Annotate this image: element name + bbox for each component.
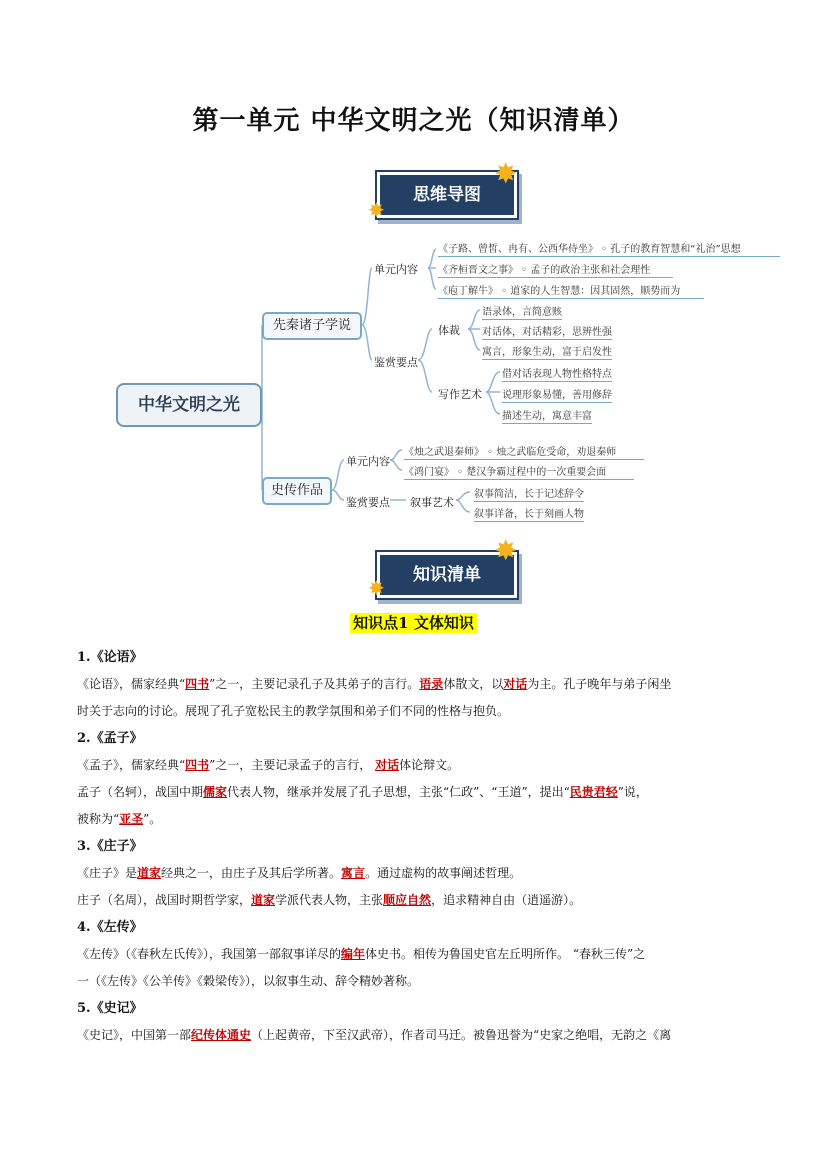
- b1-style-item-3: 寓言，形象生动，富于启发性: [482, 343, 612, 360]
- text-run: 为主。孔子晚年与弟子闲坐: [527, 677, 672, 691]
- text-run: 。通过虚构的故事阐述哲理。: [365, 866, 522, 880]
- page-title: 第一单元 中华文明之光（知识清单）: [192, 106, 635, 136]
- text-run: 体史书。相传为鲁国史官左丘明所作。 “春秋三传”之: [365, 947, 646, 961]
- key-term: 民贵君轻: [569, 785, 618, 799]
- text-run: 《史记》，中国第一部: [77, 1028, 192, 1042]
- section-paragraph: [77, 1022, 817, 1049]
- text-run: ”。: [143, 812, 162, 826]
- b1-unit-item-1: 《子路、曾皙、冉有、公西华侍坐》 ◦ 孔子的教育智慧和“礼治”思想: [438, 240, 780, 257]
- section-paragraph: [77, 806, 817, 833]
- b1-unit-item-3: 《庖丁解牛》 ◦ 道家的人生智慧：因其固然，顺势而为: [438, 282, 704, 299]
- star-icon: ✸: [494, 157, 518, 190]
- key-term: 编年: [341, 947, 366, 961]
- b2-unit-item-1: 《烛之武退秦师》 ◦ 烛之武临危受命，劝退秦师: [404, 443, 644, 460]
- mindmap-root: 中华文明之光: [116, 383, 262, 427]
- section-heading: 4.《左传》: [77, 920, 143, 935]
- key-term: 道家: [251, 893, 276, 907]
- b1-art-item-1: 借对话表现人物性格特点: [502, 365, 612, 382]
- section-paragraph: [77, 860, 817, 887]
- key-term: 对话: [375, 758, 400, 772]
- text-run: 《孟子》，儒家经典“: [77, 758, 186, 772]
- key-term: 四书: [185, 758, 210, 772]
- section-paragraph: [77, 671, 817, 698]
- key-term: 道家: [137, 866, 162, 880]
- b1-art-label: 写作艺术: [438, 388, 482, 401]
- key-term: 纪传体通史: [191, 1028, 252, 1042]
- text-run: 体散文，以: [443, 677, 504, 691]
- star-icon: ✸: [494, 534, 518, 567]
- mindmap-badge: 思维导图: [377, 172, 517, 218]
- text-run: 经典之一，由庄子及其后学所著。: [161, 866, 342, 880]
- b2-art-item-1: 叙事简洁，长于记述辞令: [474, 485, 584, 502]
- key-term: 寓言: [341, 866, 366, 880]
- branch-history: 史传作品: [262, 477, 332, 505]
- text-run: ”之一，主要记录孔子及其弟子的言行。: [209, 677, 420, 691]
- b1-style-item-2: 对话体，对话精彩，思辨性强: [482, 323, 612, 340]
- section-paragraph: [77, 887, 817, 914]
- key-term: 语录: [419, 677, 444, 691]
- star-icon: ✸: [368, 198, 385, 222]
- key-term: 对话: [503, 677, 528, 691]
- text-run: （上起黄帝，下至汉武帝），作者司马迁。被鲁迅誉为“史家之绝唱，无韵之《离: [251, 1028, 672, 1042]
- checklist-badge: 知识清单: [377, 552, 517, 598]
- section-paragraph: [77, 698, 817, 725]
- b1-style-item-1: 语录体，言简意赅: [482, 303, 562, 320]
- b2-art-label: 叙事艺术: [410, 496, 454, 509]
- key-term: 亚圣: [119, 812, 144, 826]
- text-run: 《左传》（《春秋左氏传》），我国第一部叙事详尽的: [77, 947, 342, 961]
- text-run: 一（《左传》《公羊传》《穀梁传》），以叙事生动、辞令精妙著称。: [77, 974, 420, 988]
- key-term: 四书: [185, 677, 210, 691]
- section-paragraph: [77, 941, 817, 968]
- b1-art-item-2: 说理形象易懂，善用修辞: [502, 386, 612, 403]
- b1-unit-item-2: 《齐桓晋文之事》 ◦ 孟子的政治主张和社会理性: [438, 261, 673, 278]
- b1-unit-label: 单元内容: [374, 263, 418, 276]
- text-run: ，追求精神自由（逍遥游）。: [431, 893, 582, 907]
- star-icon: ✸: [368, 576, 385, 600]
- text-run: 《庄子》是: [77, 866, 138, 880]
- branch-pre-qin: 先秦诸子学说: [262, 312, 362, 340]
- b1-style-label: 体裁: [438, 324, 460, 337]
- section-paragraph: [77, 779, 817, 806]
- text-run: ”说，: [617, 785, 648, 799]
- text-run: 孟子（名轲），战国中期: [77, 785, 204, 799]
- key-term: 儒家: [203, 785, 228, 799]
- text-run: 代表人物，继承并发展了孔子思想，主张“仁政”、“王道”，提出“: [227, 785, 570, 799]
- text-run: 体论辩文。: [399, 758, 460, 772]
- section-paragraph: [77, 968, 817, 995]
- key-term: 顺应自然: [383, 893, 432, 907]
- section-heading: 1.《论语》: [77, 650, 143, 665]
- knowledge-point-heading: 知识点1 文体知识: [0, 612, 827, 633]
- b2-appreciate-label: 鉴赏要点: [346, 496, 390, 509]
- b2-art-item-2: 叙事详备，长于刻画人物: [474, 505, 584, 522]
- knowledge-content: [77, 644, 817, 1049]
- text-run: 被称为“: [77, 812, 120, 826]
- text-run: ”之一，主要记录孟子的言行，: [209, 758, 376, 772]
- text-run: 庄子（名周），战国时期哲学家，: [77, 893, 252, 907]
- b1-art-item-3: 描述生动，寓意丰富: [502, 407, 592, 424]
- section-paragraph: [77, 752, 817, 779]
- section-heading: 5.《史记》: [77, 1001, 143, 1016]
- section-heading: 2.《孟子》: [77, 731, 143, 746]
- b1-appreciate-label: 鉴赏要点: [374, 356, 418, 369]
- text-run: 时关于志向的讨论。展现了孔子宽松民主的教学氛围和弟子们不同的性格与抱负。: [77, 704, 510, 718]
- b2-unit-item-2: 《鸿门宴》 ◦ 楚汉争霸过程中的一次重要会面: [404, 463, 634, 480]
- b2-unit-label: 单元内容: [346, 455, 390, 468]
- section-heading: 3.《庄子》: [77, 839, 143, 854]
- text-run: 学派代表人物，主张: [275, 893, 384, 907]
- text-run: 《论语》，儒家经典“: [77, 677, 186, 691]
